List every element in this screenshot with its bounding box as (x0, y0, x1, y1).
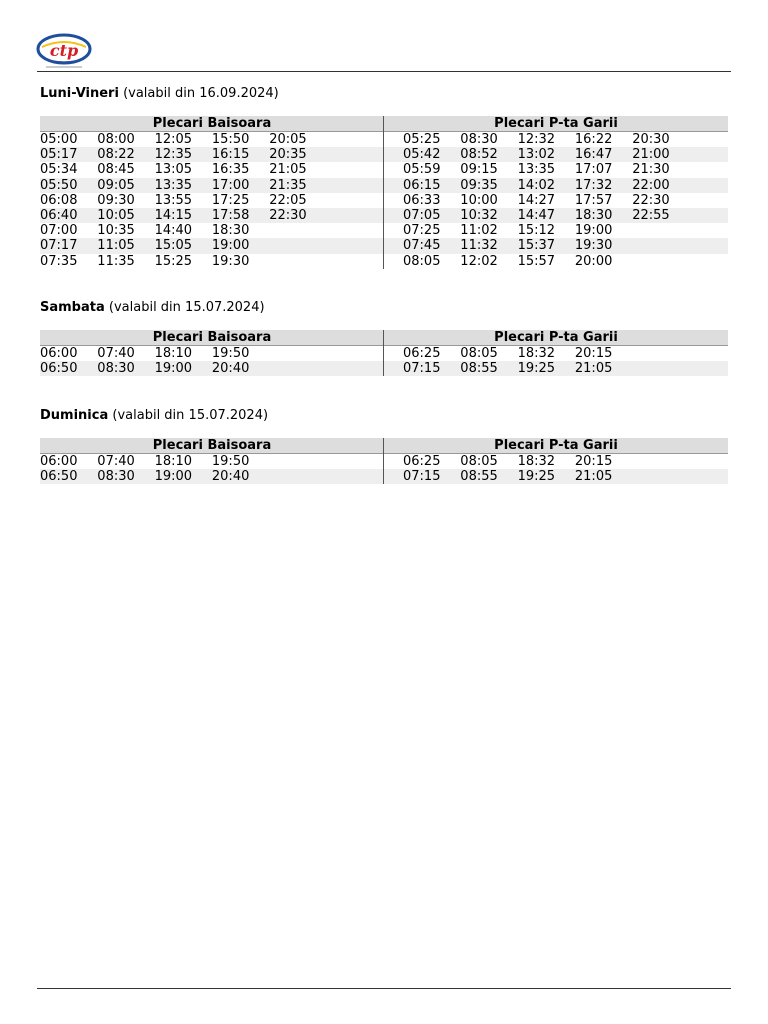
column-divider (383, 330, 384, 376)
departure-time: 20:00 (574, 253, 613, 269)
column-heading: Plecari Baisoara (40, 438, 384, 454)
table-row (384, 454, 728, 469)
schedule-day: Duminica (40, 408, 109, 423)
departure-time: 18:32 (517, 346, 556, 361)
departure-time: 12:35 (154, 147, 193, 163)
departure-time: 05:59 (403, 162, 441, 178)
table-row (40, 361, 384, 376)
table-row (40, 238, 384, 253)
departure-time: 14:47 (517, 207, 556, 223)
departure-time: 22:55 (632, 207, 670, 223)
departure-time: 08:52 (460, 147, 498, 163)
departure-time: 08:05 (460, 346, 498, 361)
table-row (384, 178, 728, 193)
departure-time: 06:25 (403, 454, 441, 469)
departure-time: 15:05 (154, 238, 193, 254)
departure-time: 17:57 (574, 192, 613, 208)
table-row (40, 132, 384, 147)
departure-time: 22:00 (632, 177, 670, 193)
departure-time: 07:15 (403, 469, 441, 485)
departure-time: 11:35 (97, 253, 135, 269)
table-row (40, 254, 384, 269)
table-row (384, 162, 728, 177)
departure-time: 05:34 (40, 162, 78, 178)
departure-time: 21:30 (632, 162, 670, 178)
departure-time: 10:32 (460, 207, 498, 223)
schedule-section (40, 299, 728, 376)
departure-time: 07:15 (403, 361, 441, 377)
departure-time: 14:27 (517, 192, 556, 208)
table-row (40, 454, 384, 469)
departure-time: 07:40 (97, 454, 135, 469)
departure-time: 11:32 (460, 238, 498, 254)
departure-time: 15:12 (517, 223, 556, 239)
departure-time: 08:30 (460, 132, 498, 147)
table-row (384, 254, 728, 269)
departure-time: 15:50 (211, 132, 250, 147)
departure-time: 18:30 (574, 207, 613, 223)
departure-time: 07:25 (403, 223, 441, 239)
departure-time: 20:15 (574, 346, 613, 361)
table-row (40, 469, 384, 484)
schedule-title (40, 407, 728, 425)
departures-pta-garii (384, 116, 728, 269)
departures-baisoara (40, 116, 384, 269)
table-row (40, 178, 384, 193)
column-divider (383, 116, 384, 269)
departure-time: 13:35 (154, 177, 193, 193)
departure-time: 18:10 (154, 346, 193, 361)
table-row (40, 193, 384, 208)
departure-time: 05:50 (40, 177, 78, 193)
departure-time: 06:50 (40, 361, 78, 377)
departure-time: 17:32 (574, 177, 613, 193)
column-heading: Plecari P-ta Garii (384, 116, 728, 132)
table-row (384, 346, 728, 361)
departure-time: 19:50 (211, 346, 250, 361)
departure-time: 15:25 (154, 253, 193, 269)
departure-time: 17:07 (574, 162, 613, 178)
table-row (40, 162, 384, 177)
timetable (40, 330, 728, 376)
departure-time: 20:30 (632, 132, 670, 147)
column-heading: Plecari Baisoara (40, 330, 384, 346)
table-row (40, 147, 384, 162)
departure-time: 06:40 (40, 207, 78, 223)
departure-time: 12:05 (154, 132, 193, 147)
departure-time: 15:37 (517, 238, 556, 254)
schedule-day: Luni-Vineri (40, 86, 119, 101)
departure-time: 14:40 (154, 223, 193, 239)
departure-time: 08:05 (460, 454, 498, 469)
departure-time: 08:30 (97, 361, 135, 377)
departure-time: 19:30 (574, 238, 613, 254)
departure-time: 19:25 (517, 361, 556, 377)
departure-time: 06:50 (40, 469, 78, 485)
departure-time: 16:22 (574, 132, 613, 147)
departure-time: 09:05 (97, 177, 135, 193)
departure-time: 18:30 (211, 223, 250, 239)
departure-time: 08:45 (97, 162, 135, 178)
column-heading: Plecari P-ta Garii (384, 330, 728, 346)
departure-time: 12:32 (517, 132, 556, 147)
departure-time: 11:05 (97, 238, 135, 254)
departure-time: 20:05 (269, 132, 307, 147)
departure-time: 20:15 (574, 454, 613, 469)
departure-time: 20:40 (211, 469, 250, 485)
departure-time: 13:05 (154, 162, 193, 178)
timetable (40, 116, 728, 269)
departure-time: 05:00 (40, 132, 78, 147)
departure-time: 10:35 (97, 223, 135, 239)
departure-time: 07:40 (97, 346, 135, 361)
schedule-day: Sambata (40, 300, 105, 315)
departures-baisoara (40, 330, 384, 376)
schedule-section (40, 407, 728, 484)
departure-time: 19:50 (211, 454, 250, 469)
departure-time: 06:15 (403, 177, 441, 193)
departure-time: 07:35 (40, 253, 78, 269)
table-row (384, 132, 728, 147)
departure-time: 10:00 (460, 192, 498, 208)
departure-time: 17:58 (211, 207, 250, 223)
column-heading: Plecari Baisoara (40, 116, 384, 132)
departure-time: 06:00 (40, 454, 78, 469)
table-row (384, 238, 728, 253)
departures-pta-garii (384, 330, 728, 376)
departure-time: 19:25 (517, 469, 556, 485)
departure-time: 20:40 (211, 361, 250, 377)
schedule-title (40, 85, 728, 103)
table-row (384, 223, 728, 238)
departure-time: 21:35 (269, 177, 307, 193)
footer-rule (37, 988, 731, 989)
departure-time: 07:45 (403, 238, 441, 254)
departure-time: 22:30 (269, 207, 307, 223)
departure-time: 12:02 (460, 253, 498, 269)
departure-time: 08:55 (460, 469, 498, 485)
departure-time: 09:30 (97, 192, 135, 208)
departure-time: 21:00 (632, 147, 670, 163)
departure-time: 13:02 (517, 147, 556, 163)
departure-time: 06:33 (403, 192, 441, 208)
departure-time: 07:00 (40, 223, 78, 239)
departure-time: 05:17 (40, 147, 78, 163)
departure-time: 17:25 (211, 192, 250, 208)
departure-time: 11:02 (460, 223, 498, 239)
departure-time: 05:42 (403, 147, 441, 163)
table-row (384, 361, 728, 376)
departure-time: 06:25 (403, 346, 441, 361)
departure-time: 16:47 (574, 147, 613, 163)
departure-time: 14:02 (517, 177, 556, 193)
departure-time: 13:35 (517, 162, 556, 178)
schedule-section (40, 85, 728, 269)
table-row (384, 208, 728, 223)
departure-time: 22:05 (269, 192, 307, 208)
departure-time: 19:30 (211, 253, 250, 269)
table-row (40, 346, 384, 361)
timetable (40, 438, 728, 484)
departure-time: 07:17 (40, 238, 78, 254)
departure-time: 10:05 (97, 207, 135, 223)
svg-text:ctp: ctp (49, 41, 79, 60)
departure-time: 08:55 (460, 361, 498, 377)
departure-time: 16:15 (211, 147, 250, 163)
departure-time: 21:05 (574, 469, 613, 485)
departure-time: 21:05 (269, 162, 307, 178)
ctp-logo (36, 33, 92, 71)
departure-time: 13:55 (154, 192, 193, 208)
table-row (40, 208, 384, 223)
departure-time: 19:00 (211, 238, 250, 254)
departure-time: 05:25 (403, 132, 441, 147)
column-divider (383, 438, 384, 484)
schedule-validity: (valabil din 15.07.2024) (112, 408, 269, 423)
header-rule (37, 71, 731, 72)
departure-time: 08:22 (97, 147, 135, 163)
departure-time: 09:15 (460, 162, 498, 178)
departure-time: 15:57 (517, 253, 556, 269)
schedule-title (40, 299, 728, 317)
departure-time: 16:35 (211, 162, 250, 178)
departure-time: 08:30 (97, 469, 135, 485)
departure-time: 06:00 (40, 346, 78, 361)
schedule-validity: (valabil din 15.07.2024) (108, 300, 265, 315)
table-row (384, 469, 728, 484)
departure-time: 19:00 (154, 361, 193, 377)
departure-time: 21:05 (574, 361, 613, 377)
departure-time: 18:10 (154, 454, 193, 469)
departure-time: 06:08 (40, 192, 78, 208)
departure-time: 17:00 (211, 177, 250, 193)
schedule-validity: (valabil din 16.09.2024) (123, 86, 279, 101)
departure-time: 09:35 (460, 177, 498, 193)
departure-time: 20:35 (269, 147, 307, 163)
departure-time: 07:05 (403, 207, 441, 223)
table-row (40, 223, 384, 238)
departures-baisoara (40, 438, 384, 484)
column-heading: Plecari P-ta Garii (384, 438, 728, 454)
departure-time: 08:00 (97, 132, 135, 147)
departure-time: 19:00 (154, 469, 193, 485)
departure-time: 19:00 (574, 223, 613, 239)
departure-time: 22:30 (632, 192, 670, 208)
table-row (384, 193, 728, 208)
departure-time: 14:15 (154, 207, 193, 223)
table-row (384, 147, 728, 162)
departure-time: 08:05 (403, 253, 441, 269)
departure-time: 18:32 (517, 454, 556, 469)
departures-pta-garii (384, 438, 728, 484)
